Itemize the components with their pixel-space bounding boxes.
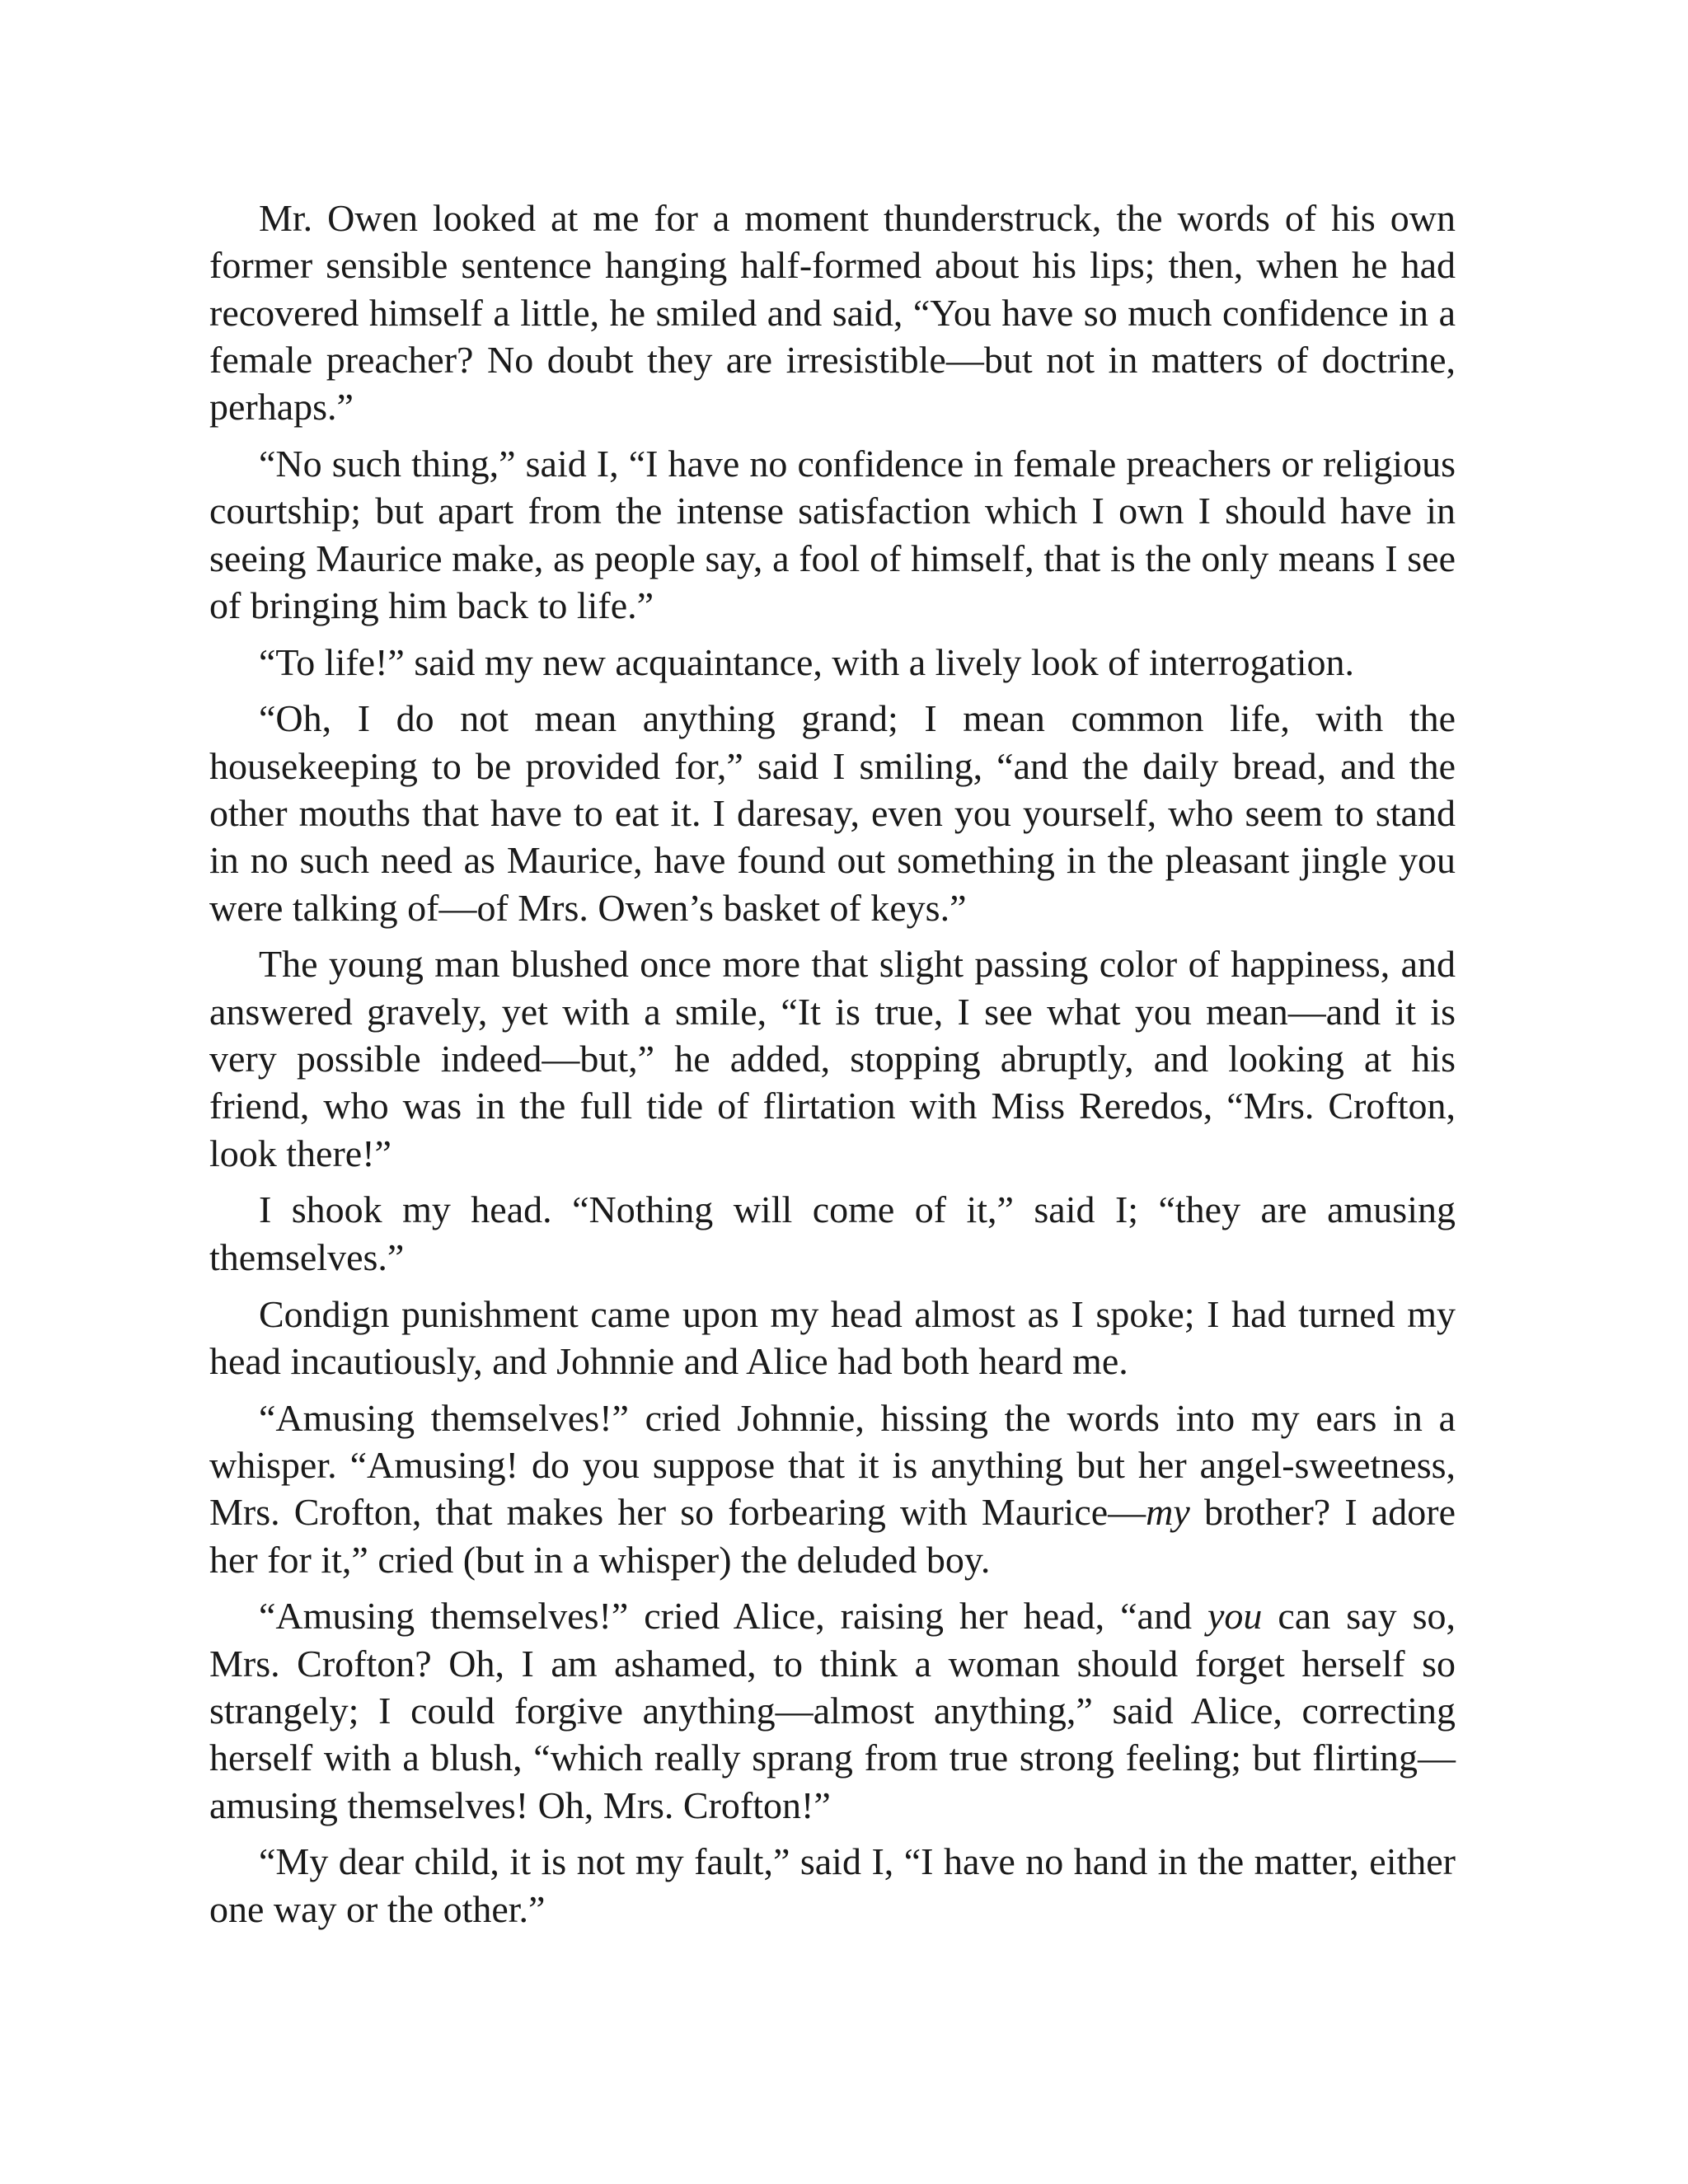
paragraph-text: brother? I adore her for it,” cried (but in a whisper) the deluded boy. — [209, 1491, 1456, 1581]
page-body — [209, 194, 1456, 1933]
paragraph-text: Mr. Owen looked at me for a moment thunderstruck, the words of his own former sensible sentence hanging half-formed about his lips; then, when he had recovered himself a little, he smiled and said, “You have so much confidence in a female preacher? No doubt they are irresistible—but not in matters of doctrine, perhaps.” — [209, 197, 1456, 429]
paragraph-text: “My dear child, it is not my fault,” said I, “I have no hand in the matter, either one way or the other.” — [209, 1840, 1456, 1930]
paragraph — [209, 1838, 1456, 1933]
paragraph-text: “Oh, I do not mean anything grand; I mean common life, with the housekeeping to be provided for,” said I smiling, “and the daily bread, and the other mouths that have to eat it. I daresay, even you yourself, who seem to stand in no such need as Maurice, have found out something in the pleasant jingle you were talking of—of Mrs. Owen’s basket of keys.” — [209, 697, 1456, 929]
paragraph — [209, 1592, 1456, 1828]
paragraph-text: “No such thing,” said I, “I have no confidence in female preachers or religious courtship; but apart from the intense satisfaction which I own I should have in seeing Maurice make, as people say, a fool of himself, that is the only means I see of bringing him back to life.” — [209, 442, 1456, 626]
paragraph-text: Condign punishment came upon my head almost as I spoke; I had turned my head incautiously, and Johnnie and Alice had both heard me. — [209, 1292, 1456, 1382]
paragraph — [209, 1186, 1456, 1281]
paragraph-text: “Amusing themselves!” cried Johnnie, hissing the words into my ears in a whisper. “Amusing! do you suppose that it is anything but her angel-sweetness, Mrs. Crofton, that makes her so forbearing with Maurice— — [209, 1396, 1456, 1534]
paragraph-text: I shook my head. “Nothing will come of it,” said I; “they are amusing themselves.” — [209, 1188, 1456, 1278]
italic-text: you — [1207, 1595, 1263, 1638]
paragraph — [209, 695, 1456, 930]
paragraph — [209, 1291, 1456, 1385]
paragraph-text: “To life!” said my new acquaintance, with a lively look of interrogation. — [259, 640, 1355, 683]
paragraph — [209, 440, 1456, 629]
paragraph-text: can say so, Mrs. Crofton? Oh, I am ashamed, to think a woman should forget herself so strangely; I could forgive anything—almost anything,” said Alice, correcting herself with a blush, “which really sprang from true strong feeling; but flirting—amusing themselves! Oh, Mrs. Crofton!” — [209, 1595, 1456, 1826]
paragraph — [209, 940, 1456, 1176]
italic-text: my — [1146, 1491, 1190, 1534]
paragraph — [209, 639, 1456, 686]
paragraph — [209, 1394, 1456, 1583]
paragraph-text: “Amusing themselves!” cried Alice, raising her head, “and — [259, 1595, 1207, 1638]
paragraph-text: The young man blushed once more that slight passing color of happiness, and answered gravely, yet with a smile, “It is true, I see what you mean—and it is very possible indeed—but,” he added, stopping abruptly, and looking at his friend, who was in the full tide of flirtation with Miss Reredos, “Mrs. Crofton, look there!” — [209, 943, 1456, 1174]
paragraph — [209, 194, 1456, 430]
